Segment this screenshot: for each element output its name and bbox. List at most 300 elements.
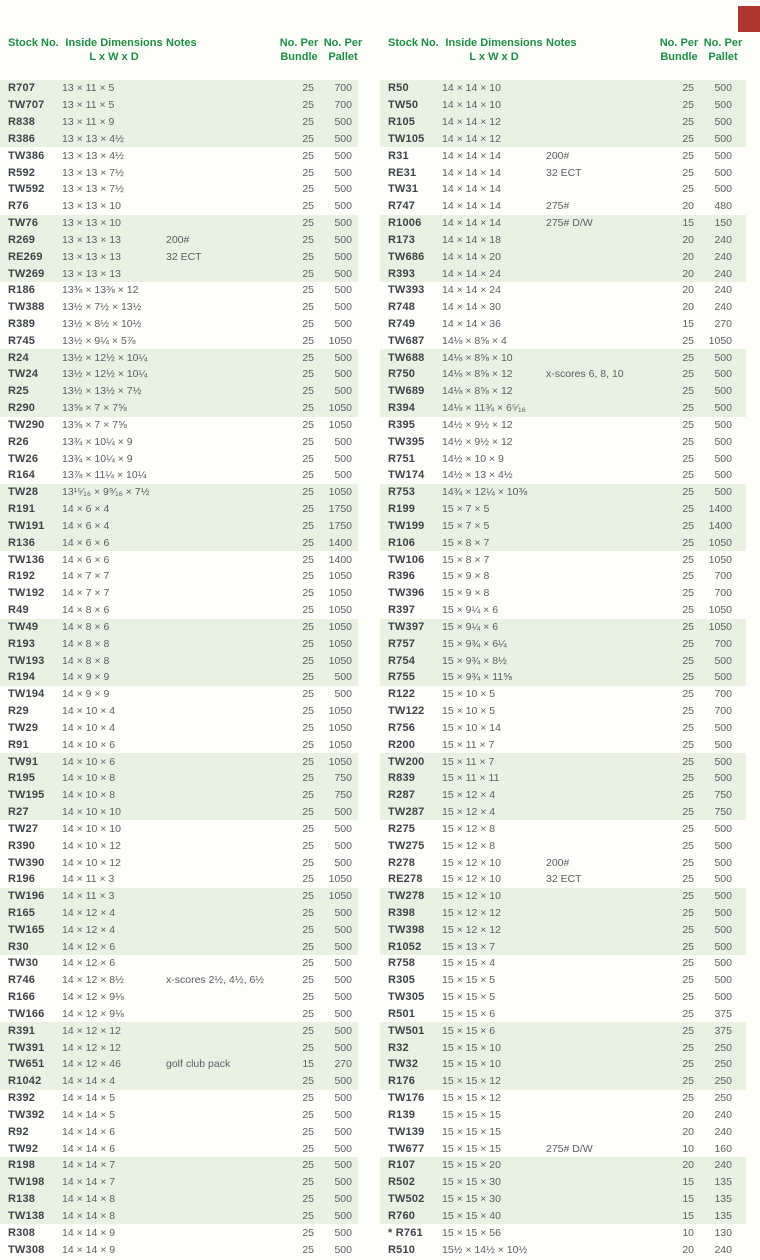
dims-cell: 14 × 14 × 24 <box>442 284 501 297</box>
pallet-cell: 500 <box>714 116 732 129</box>
bundle-cell: 25 <box>682 553 694 566</box>
stock-cell: R390 <box>8 839 36 852</box>
dims-cell: 15 × 15 × 15 <box>442 1125 501 1138</box>
dims-cell: 14 × 9 × 9 <box>62 688 110 701</box>
pallet-cell: 500 <box>334 1226 352 1239</box>
table-row <box>0 130 358 147</box>
pallet-cell: 1750 <box>328 519 352 532</box>
dims-cell: 14 × 8 × 6 <box>62 604 110 617</box>
pallet-cell: 1750 <box>328 503 352 516</box>
bundle-cell: 25 <box>682 351 694 364</box>
dims-cell: 14 × 14 × 18 <box>442 233 501 246</box>
pallet-cell: 500 <box>714 418 732 431</box>
table-row <box>0 332 358 349</box>
bundle-cell: 25 <box>302 469 314 482</box>
dims-cell: 14 × 12 × 6 <box>62 957 116 970</box>
table-row <box>380 669 746 686</box>
stock-cell: TW200 <box>388 755 425 768</box>
dims-cell: 14 × 6 × 4 <box>62 519 110 532</box>
table-row <box>380 551 746 568</box>
dims-cell: 14 × 14 × 6 <box>62 1142 116 1155</box>
dims-cell: 13½ × 7½ × 13½ <box>62 301 142 314</box>
dims-cell: 14 × 10 × 4 <box>62 705 116 718</box>
bundle-cell: 25 <box>302 452 314 465</box>
stock-cell: TW392 <box>8 1108 45 1121</box>
pallet-cell: 500 <box>334 671 352 684</box>
bundle-cell: 10 <box>682 1142 694 1155</box>
stock-cell: R394 <box>388 402 416 415</box>
bundle-cell: 25 <box>682 469 694 482</box>
stock-cell: TW138 <box>8 1209 45 1222</box>
dims-cell: 15 × 12 × 4 <box>442 806 496 819</box>
table-row <box>0 299 358 316</box>
dims-cell: 15 × 15 × 5 <box>442 974 496 987</box>
bundle-cell: 20 <box>682 1108 694 1121</box>
pallet-cell: 500 <box>334 217 352 230</box>
table-row <box>380 719 746 736</box>
stock-cell: TW191 <box>8 519 45 532</box>
pallet-cell: 1050 <box>328 721 352 734</box>
pallet-cell: 240 <box>714 1243 732 1256</box>
table-row <box>380 602 746 619</box>
pallet-cell: 240 <box>714 301 732 314</box>
pallet-cell: 500 <box>714 890 732 903</box>
pallet-cell: 500 <box>714 351 732 364</box>
dims-cell: 15 × 15 × 30 <box>442 1176 501 1189</box>
bundle-cell: 25 <box>302 923 314 936</box>
dims-cell: 14⅛ × 8⅝ × 10 <box>442 351 513 364</box>
column-header-notes: Notes <box>546 37 577 49</box>
bundle-cell: 25 <box>302 1108 314 1121</box>
dims-cell: 14 × 6 × 4 <box>62 503 110 516</box>
stock-cell: TW390 <box>8 856 45 869</box>
bundle-cell: 25 <box>302 1243 314 1256</box>
bundle-cell: 25 <box>682 890 694 903</box>
dims-cell: 15 × 11 × 7 <box>442 738 495 751</box>
stock-cell: R750 <box>388 368 416 381</box>
bundle-cell: 25 <box>682 1075 694 1088</box>
pallet-cell: 1050 <box>328 637 352 650</box>
dims-cell: 13 × 13 × 4½ <box>62 132 124 145</box>
column-header-stock-no: Stock No. <box>8 37 59 49</box>
bundle-cell: 25 <box>682 385 694 398</box>
pallet-cell: 1400 <box>708 503 732 516</box>
notes-cell: 275# D/W <box>546 217 593 230</box>
bundle-cell: 25 <box>302 957 314 970</box>
stock-cell: TW651 <box>8 1058 45 1071</box>
dims-cell: 15 × 15 × 6 <box>442 1024 496 1037</box>
table-row <box>0 181 358 198</box>
table-row <box>0 400 358 417</box>
table-row <box>0 198 358 215</box>
pallet-cell: 500 <box>334 149 352 162</box>
pallet-cell: 1050 <box>328 486 352 499</box>
table-row <box>0 921 358 938</box>
table-row <box>380 417 746 434</box>
pallet-cell: 500 <box>334 200 352 213</box>
bundle-cell: 25 <box>302 974 314 987</box>
stock-cell: TW136 <box>8 553 45 566</box>
stock-cell: R200 <box>388 738 416 751</box>
stock-cell: R173 <box>388 233 416 246</box>
stock-cell: TW194 <box>8 688 45 701</box>
table-row <box>380 1140 746 1157</box>
stock-cell: R30 <box>8 940 29 953</box>
dims-cell: 13⅝ × 7 × 7⅝ <box>62 402 127 415</box>
stock-table-left <box>0 36 363 1258</box>
dims-cell: 15 × 10 × 5 <box>442 705 496 718</box>
bundle-cell: 25 <box>302 1024 314 1037</box>
table-row <box>380 686 746 703</box>
bundle-cell: 25 <box>302 250 314 263</box>
dims-cell: 13½ × 12½ × 10¼ <box>62 368 148 381</box>
pallet-cell: 1050 <box>328 587 352 600</box>
dims-cell: 13 × 11 × 5 <box>62 82 115 95</box>
table-row <box>380 147 746 164</box>
stock-cell: R194 <box>8 671 36 684</box>
pallet-cell: 1050 <box>708 620 732 633</box>
table-row <box>380 888 746 905</box>
dims-cell: 14 × 12 × 12 <box>62 1024 121 1037</box>
pallet-cell: 500 <box>334 301 352 314</box>
table-row <box>0 770 358 787</box>
dims-cell: 13 × 13 × 7½ <box>62 166 124 179</box>
table-row <box>380 316 746 333</box>
stock-cell: R278 <box>388 856 416 869</box>
bundle-cell: 15 <box>682 1209 694 1222</box>
bundle-cell: 25 <box>302 991 314 1004</box>
column-header-no-per-bundle: No. Per Bundle <box>659 37 699 63</box>
stock-cell: R747 <box>388 200 416 213</box>
stock-cell: R389 <box>8 318 36 330</box>
dims-cell: 14 × 12 × 6 <box>62 940 116 953</box>
table-row <box>0 804 358 821</box>
notes-cell: 200# <box>166 233 190 246</box>
bundle-cell: 25 <box>682 772 694 785</box>
dims-cell: 15 × 13 × 7 <box>442 940 496 953</box>
bundle-cell: 25 <box>302 1075 314 1088</box>
bundle-cell: 25 <box>302 486 314 499</box>
bundle-cell: 25 <box>682 1092 694 1105</box>
table-row <box>0 888 358 905</box>
dims-cell: 15 × 9¼ × 6 <box>442 620 499 633</box>
bundle-cell: 25 <box>302 233 314 246</box>
pallet-cell: 500 <box>714 149 732 162</box>
bundle-cell: 25 <box>302 1159 314 1172</box>
table-row <box>380 366 746 383</box>
bundle-cell: 25 <box>302 1176 314 1189</box>
stock-cell: TW308 <box>8 1243 45 1256</box>
pallet-cell: 1050 <box>328 402 352 415</box>
pallet-cell: 500 <box>334 284 352 297</box>
stock-cell: R502 <box>388 1176 416 1189</box>
table-row <box>0 316 358 333</box>
bundle-cell: 25 <box>682 435 694 448</box>
bundle-cell: 25 <box>302 385 314 398</box>
stock-cell: R106 <box>388 536 416 549</box>
pallet-cell: 375 <box>714 1007 732 1020</box>
table-row <box>0 1107 358 1124</box>
table-row <box>380 955 746 972</box>
bundle-cell: 25 <box>302 1209 314 1222</box>
stock-cell: TW397 <box>388 620 425 633</box>
bundle-cell: 25 <box>302 1193 314 1206</box>
pallet-cell: 500 <box>334 469 352 482</box>
dims-cell: 15 × 12 × 10 <box>442 873 501 886</box>
table-row <box>380 198 746 215</box>
stock-cell: TW386 <box>8 149 45 162</box>
dims-cell: 14 × 14 × 10 <box>442 99 501 112</box>
dims-cell: 14 × 14 × 12 <box>442 116 501 129</box>
bundle-cell: 25 <box>302 318 314 330</box>
stock-cell: TW278 <box>388 890 425 903</box>
stock-cell: RE278 <box>388 873 423 886</box>
dims-cell: 13½ × 8½ × 10½ <box>62 318 142 330</box>
bundle-cell: 25 <box>302 1142 314 1155</box>
dims-cell: 15 × 8 × 7 <box>442 536 490 549</box>
bundle-cell: 25 <box>302 418 314 431</box>
pallet-cell: 500 <box>334 1108 352 1121</box>
column-header-stock-no: Stock No. <box>388 37 439 49</box>
pallet-cell: 500 <box>334 166 352 179</box>
stock-cell: R165 <box>8 906 36 919</box>
bundle-cell: 25 <box>302 890 314 903</box>
dims-cell: 14 × 7 × 7 <box>62 570 110 583</box>
dims-cell: 14 × 8 × 8 <box>62 637 110 650</box>
stock-cell: TW139 <box>388 1125 425 1138</box>
stock-cell: TW76 <box>8 217 39 230</box>
bundle-cell: 15 <box>682 1176 694 1189</box>
stock-cell: TW677 <box>388 1142 425 1155</box>
dims-cell: 15 × 12 × 10 <box>442 890 501 903</box>
dims-cell: 13½ × 13½ × 7½ <box>62 385 142 398</box>
dims-cell: 14 × 10 × 8 <box>62 772 116 785</box>
bundle-cell: 20 <box>682 250 694 263</box>
dims-cell: 15 × 9 × 8 <box>442 587 490 600</box>
stock-cell: R746 <box>8 974 36 987</box>
table-row <box>380 349 746 366</box>
dims-cell: 13⅞ × 11¼ × 10¼ <box>62 469 147 482</box>
table-row <box>0 787 358 804</box>
stock-cell: R838 <box>8 116 36 129</box>
bundle-cell: 25 <box>682 452 694 465</box>
stock-cell: TW31 <box>388 183 419 196</box>
dims-cell: 15 × 12 × 12 <box>442 906 501 919</box>
dims-cell: 14 × 14 × 9 <box>62 1226 116 1239</box>
table-row <box>380 265 746 282</box>
dims-cell: 14 × 14 × 8 <box>62 1193 116 1206</box>
dims-cell: 14 × 14 × 14 <box>442 149 501 162</box>
stock-cell: RE31 <box>388 166 417 179</box>
table-row <box>380 80 746 97</box>
dims-cell: 15 × 15 × 10 <box>442 1058 501 1071</box>
table-row <box>0 1157 358 1174</box>
table-row <box>380 1107 746 1124</box>
dims-cell: 15 × 15 × 5 <box>442 991 496 1004</box>
pallet-cell: 500 <box>714 721 732 734</box>
pallet-cell: 270 <box>334 1058 352 1071</box>
table-row <box>380 383 746 400</box>
stock-cell: R186 <box>8 284 36 297</box>
bundle-cell: 25 <box>682 873 694 886</box>
dims-cell: 14 × 6 × 6 <box>62 536 110 549</box>
pallet-cell: 270 <box>714 318 732 330</box>
stock-cell: R91 <box>8 738 29 751</box>
table-row <box>0 265 358 282</box>
pallet-cell: 500 <box>334 1193 352 1206</box>
stock-cell: TW275 <box>388 839 425 852</box>
pallet-cell: 240 <box>714 1159 732 1172</box>
pallet-cell: 1400 <box>328 553 352 566</box>
bundle-cell: 25 <box>302 334 314 347</box>
bundle-cell: 25 <box>682 822 694 835</box>
pallet-cell: 1050 <box>328 654 352 667</box>
dims-cell: 13 × 11 × 9 <box>62 116 115 129</box>
dims-cell: 14 × 14 × 5 <box>62 1092 116 1105</box>
pallet-cell: 500 <box>334 974 352 987</box>
table-row <box>380 484 746 501</box>
bundle-cell: 25 <box>302 620 314 633</box>
pallet-cell: 500 <box>334 183 352 196</box>
table-row <box>0 1191 358 1208</box>
stock-cell: R26 <box>8 435 29 448</box>
stock-cell: TW30 <box>8 957 39 970</box>
pallet-cell: 500 <box>714 974 732 987</box>
pallet-cell: 700 <box>714 705 732 718</box>
stock-cell: R27 <box>8 806 29 819</box>
dims-cell: 13¹⁵⁄₁₆ × 9⁹⁄₁₆ × 7½ <box>62 486 150 499</box>
dims-cell: 14 × 10 × 12 <box>62 856 121 869</box>
table-row <box>380 938 746 955</box>
bundle-cell: 25 <box>682 116 694 129</box>
bundle-cell: 25 <box>682 654 694 667</box>
bundle-cell: 25 <box>302 519 314 532</box>
bundle-cell: 25 <box>682 974 694 987</box>
table-row <box>0 719 358 736</box>
stock-cell: R756 <box>388 721 416 734</box>
pallet-cell: 750 <box>714 806 732 819</box>
table-row <box>380 231 746 248</box>
stock-cell: R164 <box>8 469 36 482</box>
stock-cell: TW24 <box>8 368 39 381</box>
stock-cell: R32 <box>388 1041 409 1054</box>
pallet-cell: 500 <box>334 940 352 953</box>
bundle-cell: 25 <box>302 183 314 196</box>
table-row <box>380 1022 746 1039</box>
dims-cell: 15 × 15 × 40 <box>442 1209 501 1222</box>
table-row <box>0 736 358 753</box>
table-row <box>0 551 358 568</box>
bundle-cell: 25 <box>682 368 694 381</box>
table-row <box>0 1006 358 1023</box>
stock-cell: TW395 <box>388 435 425 448</box>
pallet-cell: 500 <box>334 1041 352 1054</box>
dims-cell: 13 × 13 × 7½ <box>62 183 124 196</box>
table-row <box>380 1157 746 1174</box>
stock-cell: R393 <box>388 267 416 280</box>
table-row <box>0 585 358 602</box>
dims-cell: 15 × 15 × 30 <box>442 1193 501 1206</box>
bundle-cell: 25 <box>682 486 694 499</box>
table-row <box>380 332 746 349</box>
pallet-cell: 500 <box>334 1176 352 1189</box>
stock-cell: TW28 <box>8 486 39 499</box>
pallet-cell: 375 <box>714 1024 732 1037</box>
table-row <box>380 433 746 450</box>
bundle-cell: 25 <box>682 856 694 869</box>
bundle-cell: 15 <box>682 318 694 330</box>
stock-cell: R707 <box>8 82 36 95</box>
dims-cell: 13⅝ × 7 × 7⅝ <box>62 418 127 431</box>
table-row <box>380 753 746 770</box>
table-row <box>0 703 358 720</box>
stock-cell: R753 <box>388 486 416 499</box>
pallet-cell: 480 <box>714 200 732 213</box>
stock-cell: R50 <box>388 82 409 95</box>
dims-cell: 14½ × 9½ × 12 <box>442 435 513 448</box>
dims-cell: 14 × 10 × 6 <box>62 738 116 751</box>
bundle-cell: 15 <box>682 217 694 230</box>
bundle-cell: 25 <box>682 519 694 532</box>
stock-cell: R839 <box>388 772 416 785</box>
dims-cell: 15 × 12 × 12 <box>442 923 501 936</box>
stock-cell: R192 <box>8 570 36 583</box>
dims-cell: 14 × 7 × 7 <box>62 587 110 600</box>
bundle-cell: 25 <box>302 536 314 549</box>
stock-cell: TW688 <box>388 351 425 364</box>
bundle-cell: 25 <box>682 789 694 802</box>
pallet-cell: 250 <box>714 1058 732 1071</box>
table-row <box>0 215 358 232</box>
table-row <box>0 1224 358 1241</box>
table-row <box>0 989 358 1006</box>
table-row <box>380 568 746 585</box>
notes-cell: x-scores 6, 8, 10 <box>546 368 624 381</box>
pallet-cell: 250 <box>714 1075 732 1088</box>
stock-cell: TW290 <box>8 418 45 431</box>
table-row <box>380 248 746 265</box>
pallet-cell: 1050 <box>328 890 352 903</box>
bundle-cell: 25 <box>302 587 314 600</box>
table-row <box>0 955 358 972</box>
bundle-cell: 25 <box>302 435 314 448</box>
pallet-cell: 500 <box>334 1007 352 1020</box>
bundle-cell: 25 <box>302 906 314 919</box>
bundle-cell: 25 <box>302 822 314 835</box>
table-body <box>380 80 746 1258</box>
dims-cell: 13⅜ × 13⅜ × 12 <box>62 284 139 297</box>
pallet-cell: 500 <box>334 991 352 1004</box>
bundle-cell: 25 <box>302 116 314 129</box>
bundle-cell: 25 <box>302 789 314 802</box>
stock-cell: R139 <box>388 1108 416 1121</box>
pallet-cell: 500 <box>334 856 352 869</box>
dims-cell: 14 × 14 × 4 <box>62 1075 116 1088</box>
pallet-cell: 750 <box>334 789 352 802</box>
bundle-cell: 25 <box>682 334 694 347</box>
dims-cell: 14 × 14 × 7 <box>62 1176 116 1189</box>
stock-cell: R501 <box>388 1007 416 1020</box>
pallet-cell: 500 <box>714 469 732 482</box>
bundle-cell: 25 <box>302 654 314 667</box>
notes-cell: 32 ECT <box>546 166 582 179</box>
bundle-cell: 25 <box>302 1007 314 1020</box>
dims-cell: 15 × 15 × 15 <box>442 1142 501 1155</box>
pallet-cell: 500 <box>714 435 732 448</box>
table-row <box>0 669 358 686</box>
notes-cell: golf club pack <box>166 1058 231 1071</box>
stock-cell: TW49 <box>8 620 39 633</box>
